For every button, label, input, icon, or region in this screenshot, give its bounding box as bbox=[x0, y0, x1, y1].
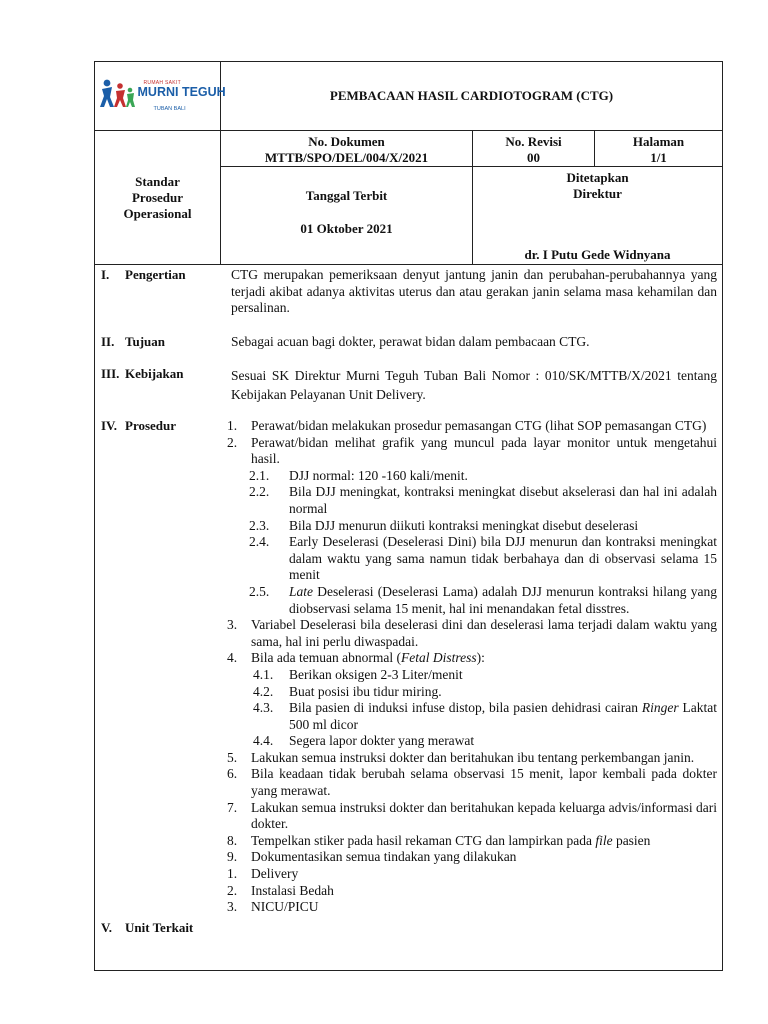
sop-label-line-1: Standar bbox=[135, 173, 180, 189]
list-item: 2.3. Bila DJJ menurun diikuti kontraksi meningkat disebut deselerasi bbox=[249, 517, 639, 533]
section-num: II. bbox=[101, 334, 115, 349]
document-title: PEMBACAAN HASIL CARDIOTOGRAM (CTG) bbox=[221, 62, 723, 131]
section-prosedur-label bbox=[101, 418, 176, 434]
prosedur-list bbox=[227, 418, 717, 916]
list-item: 4. Bila ada temuan abnormal (Fetal Distress): bbox=[227, 650, 485, 666]
list-item: 4.3. Bila pasien di induksi infuse distop, bila pasien dehidrasi cairan Ringer Laktat 500 ml dicor bbox=[253, 700, 717, 732]
issue-date-value: 01 Oktober 2021 bbox=[300, 221, 393, 236]
issue-date-cell bbox=[221, 167, 473, 265]
hospital-logo bbox=[98, 73, 226, 119]
doc-number-label: No. Dokumen bbox=[308, 134, 385, 149]
list-item: 2.1. DJJ normal: 120 -160 kali/menit. bbox=[249, 467, 468, 483]
list-item: 4.1. Berikan oksigen 2-3 Liter/menit bbox=[253, 666, 463, 682]
list-item: 6. Bila keadaan tidak berubah selama observasi 15 menit, lapor kembali pada dokter yang merawat. bbox=[227, 766, 717, 799]
list-item: 5. Lakukan semua instruksi dokter dan beritahukan ibu tentang perkembangan janin. bbox=[227, 749, 695, 765]
sop-content bbox=[95, 265, 723, 971]
section-title: Tujuan bbox=[125, 334, 165, 349]
list-item: 2.5. Late Deselerasi (Deselerasi Lama) adalah DJJ menurun kontraksi hilang yang diobservasi selama 15 menit, hal ini menandakan fetal disstres. bbox=[249, 583, 717, 616]
section-pengertian-label bbox=[101, 267, 186, 283]
section-kebijakan-label bbox=[101, 366, 184, 382]
doc-number-cell bbox=[221, 131, 473, 167]
section-title: Prosedur bbox=[125, 418, 177, 433]
section-num: III. bbox=[101, 366, 120, 381]
issue-date-label: Tanggal Terbit bbox=[305, 188, 388, 203]
list-item: 2. Instalasi Bedah bbox=[227, 882, 334, 898]
approval-signer: dr. I Putu Gede Widnyana bbox=[524, 247, 671, 262]
logo-sub: TUBAN BALI bbox=[153, 106, 186, 112]
section-num: V. bbox=[101, 920, 112, 935]
revision-cell bbox=[473, 131, 595, 167]
family-figures-icon bbox=[98, 77, 138, 113]
page-cell bbox=[595, 131, 723, 167]
list-item: 8. Tempelkan stiker pada hasil rekaman CTG dan lampirkan pada file pasien bbox=[227, 832, 651, 848]
section-unit-label bbox=[101, 920, 193, 936]
list-item: 9. Dokumentasikan semua tindakan yang dilakukan bbox=[227, 849, 517, 865]
list-item: 4.4. Segera lapor dokter yang merawat bbox=[253, 733, 475, 749]
list-item: 2.2. Bila DJJ meningkat, kontraksi meningkat disebut akselerasi dan hal ini adalah normal bbox=[249, 484, 717, 516]
section-title: Kebijakan bbox=[125, 366, 184, 381]
approval-label-2: Direktur bbox=[573, 186, 622, 201]
page-value: 1/1 bbox=[650, 150, 667, 165]
logo-cell bbox=[95, 62, 226, 131]
list-item: 1. Perawat/bidan melakukan prosedur pemasangan CTG (lihat SOP pemasangan CTG) bbox=[227, 418, 707, 433]
list-item: 4.2. Buat posisi ibu tidur miring. bbox=[253, 683, 442, 699]
list-item: 3. Variabel Deselerasi bila deselerasi dini dan deselerasi lama terjadi dalam waktu yang sama, hal ini perlu diwaspadai. bbox=[227, 617, 717, 649]
logo-name: MURNI TEGUH bbox=[137, 85, 226, 99]
logo-small-text: RUMAH SAKIT bbox=[143, 80, 181, 86]
section-pengertian-text: CTG merupakan pemeriksaan denyut jantung janin dan perubahan-perubahannya yang terjadi akibat adanya aktivitas uterus dan atau gerakan janin selama masa kehamilan dan persalinan. bbox=[231, 267, 717, 315]
sop-label-cell bbox=[95, 131, 221, 265]
revision-label: No. Revisi bbox=[505, 134, 562, 149]
revision-value: 00 bbox=[527, 150, 540, 165]
sop-label-line-3: Operasional bbox=[123, 205, 192, 221]
page-label: Halaman bbox=[632, 134, 685, 149]
section-kebijakan-text: Sesuai SK Direktur Murni Teguh Tuban Bali Nomor : 010/SK/MTTB/X/2021 tentang Kebijakan Pelayanan Unit Delivery. bbox=[231, 368, 717, 402]
section-num: I. bbox=[101, 267, 110, 282]
approval-label-1: Ditetapkan bbox=[566, 170, 629, 185]
sop-label-line-2: Prosedur bbox=[131, 189, 184, 205]
list-item: 2. Perawat/bidan melihat grafik yang muncul pada layar monitor untuk mengetahui hasil. bbox=[227, 434, 717, 467]
section-title: Unit Terkait bbox=[125, 920, 194, 935]
section-num: IV. bbox=[101, 418, 118, 433]
sop-table bbox=[94, 61, 723, 971]
section-title: Pengertian bbox=[125, 267, 186, 282]
section-tujuan-label bbox=[101, 334, 165, 350]
list-item: 7. Lakukan semua instruksi dokter dan beritahukan kepada keluarga advis/informasi dari dokter. bbox=[227, 799, 717, 832]
list-item: 3. NICU/PICU bbox=[227, 899, 319, 915]
approval-cell bbox=[473, 167, 723, 265]
list-item: 2.4. Early Deselerasi (Deselerasi Dini) bila DJJ menurun dan kontraksi meningkat dalam waktu yang sama namun tidak berbahaya dan di observasi selama 15 menit bbox=[249, 534, 717, 583]
section-tujuan-text: Sebagai acuan bagi dokter, perawat bidan dalam pembacaan CTG. bbox=[231, 334, 590, 349]
list-item: 1. Delivery bbox=[227, 866, 299, 882]
doc-number-value: MTTB/SPO/DEL/004/X/2021 bbox=[264, 150, 429, 165]
